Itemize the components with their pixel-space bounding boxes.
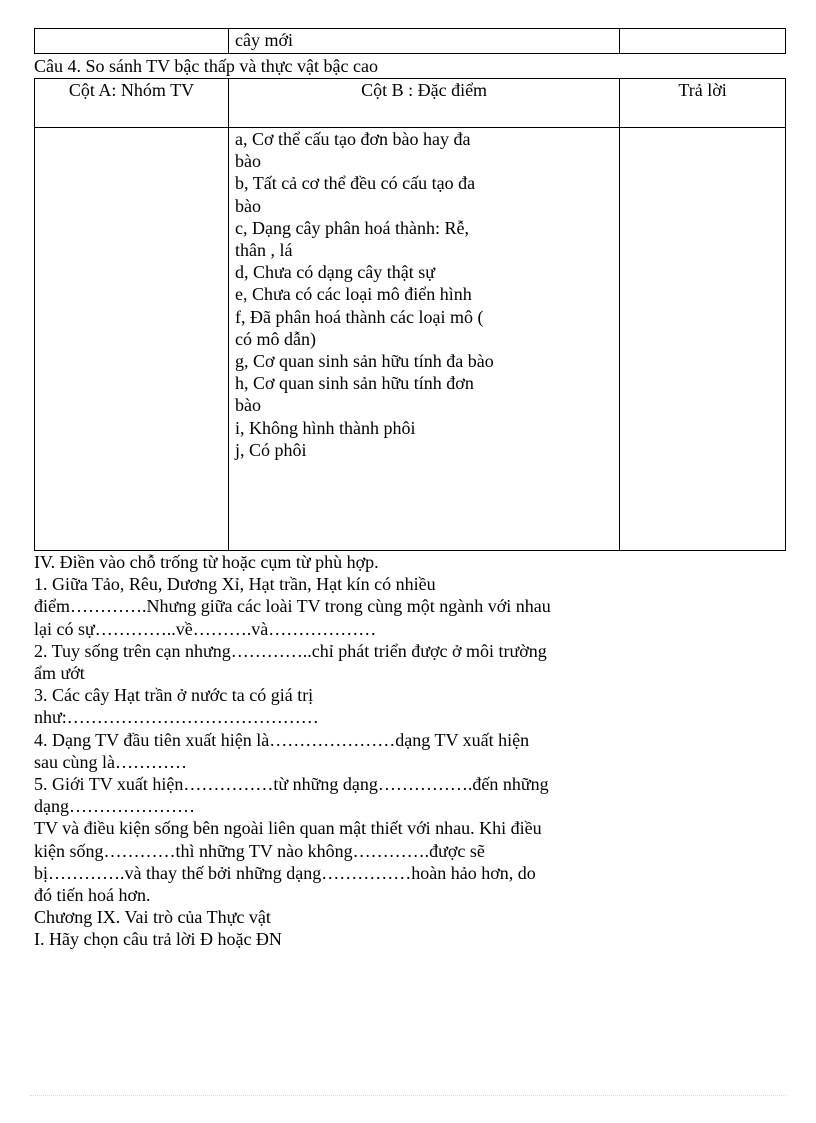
feature-line: a, Cơ thể cấu tạo đơn bào hay đa — [235, 129, 471, 149]
feature-line: bào — [235, 395, 262, 416]
feature-line: g, Cơ quan sinh sản hữu tính đa bào — [235, 351, 494, 372]
chapter-heading: Chương IX. Vai trò của Thực vật — [34, 907, 271, 928]
text-line: kiện sống…………thì những TV nào không………….được sẽ — [34, 840, 485, 861]
header-col-b: Cột B : Đặc điểm — [229, 79, 620, 128]
feature-line: h, Cơ quan sinh sản hữu tính đơn — [235, 373, 474, 394]
text-line: lại có sự…………..về……….và……………… — [34, 618, 377, 639]
feature-line: e, Chưa có các loại mô điển hình — [235, 284, 472, 305]
section-iv-heading: IV. Điền vào chỗ trống từ hoặc cụm từ phù hợp. — [34, 552, 379, 572]
feature-line: j, Có phôi — [235, 439, 307, 460]
feature-line: d, Chưa có dạng cây thật sự — [235, 262, 435, 283]
text-line: 1. Giữa Tảo, Rêu, Dương Xỉ, Hạt trần, Hạt kín có nhiều — [34, 574, 436, 595]
text-line: ẩm ướt — [34, 663, 85, 684]
text-line: 4. Dạng TV đầu tiên xuất hiện là…………………dạng TV xuất hiện — [34, 729, 530, 750]
text-line: 3. Các cây Hạt trần ở nước ta có giá trị — [34, 685, 314, 706]
feature-line: bào — [235, 195, 262, 216]
top-row-col3 — [620, 29, 786, 54]
text-line: như:…………………………………… — [34, 707, 319, 728]
answer-group-cell — [35, 128, 229, 551]
feature-line: b, Tất cả cơ thể đều có cấu tạo đa — [235, 173, 476, 194]
feature-line: thân , lá — [235, 240, 293, 261]
section-i-heading: I. Hãy chọn câu trả lời Đ hoặc ĐN — [34, 929, 282, 950]
text-line: bị………….và thay thế bởi những dạng……………hoàn hảo hơn, do — [34, 862, 536, 883]
header-col-c: Trả lời — [620, 79, 786, 128]
text-line: TV và điều kiện sống bên ngoài liên quan mật thiết với nhau. Khi điều — [34, 818, 542, 839]
header-col-a: Cột A: Nhóm TV — [35, 79, 229, 128]
feature-line: bào — [235, 151, 262, 172]
feature-line: có mô dẫn) — [235, 328, 317, 349]
previous-table-row — [34, 28, 786, 54]
page-footer-rule — [30, 1095, 786, 1096]
top-row-col1 — [35, 29, 229, 54]
text-line: điểm………….Nhưng giữa các loài TV trong cùng một ngành với nhau — [34, 596, 551, 617]
document-page — [34, 28, 786, 951]
text-line: dạng………………… — [34, 796, 195, 817]
text-line: 5. Giới TV xuất hiện……………từ những dạng…………….đến những — [34, 774, 549, 795]
feature-line: i, Không hình thành phôi — [235, 417, 416, 438]
feature-line: c, Dạng cây phân hoá thành: Rễ, — [235, 217, 469, 238]
feature-line: f, Đã phân hoá thành các loại mô ( — [235, 306, 484, 327]
text-line: 2. Tuy sống trên cạn nhưng…………..chỉ phát triển được ở môi trường — [34, 640, 547, 661]
comparison-table — [34, 78, 786, 551]
text-line: đó tiến hoá hơn. — [34, 885, 151, 906]
features-cell — [229, 128, 620, 551]
top-row-col2: cây mới — [229, 29, 620, 54]
question-4-title: Câu 4. So sánh TV bậc thấp và thực vật bậc cao — [34, 56, 378, 76]
answer-cell — [620, 128, 786, 551]
section-iv — [34, 551, 786, 951]
text-line: sau cùng là………… — [34, 751, 187, 772]
